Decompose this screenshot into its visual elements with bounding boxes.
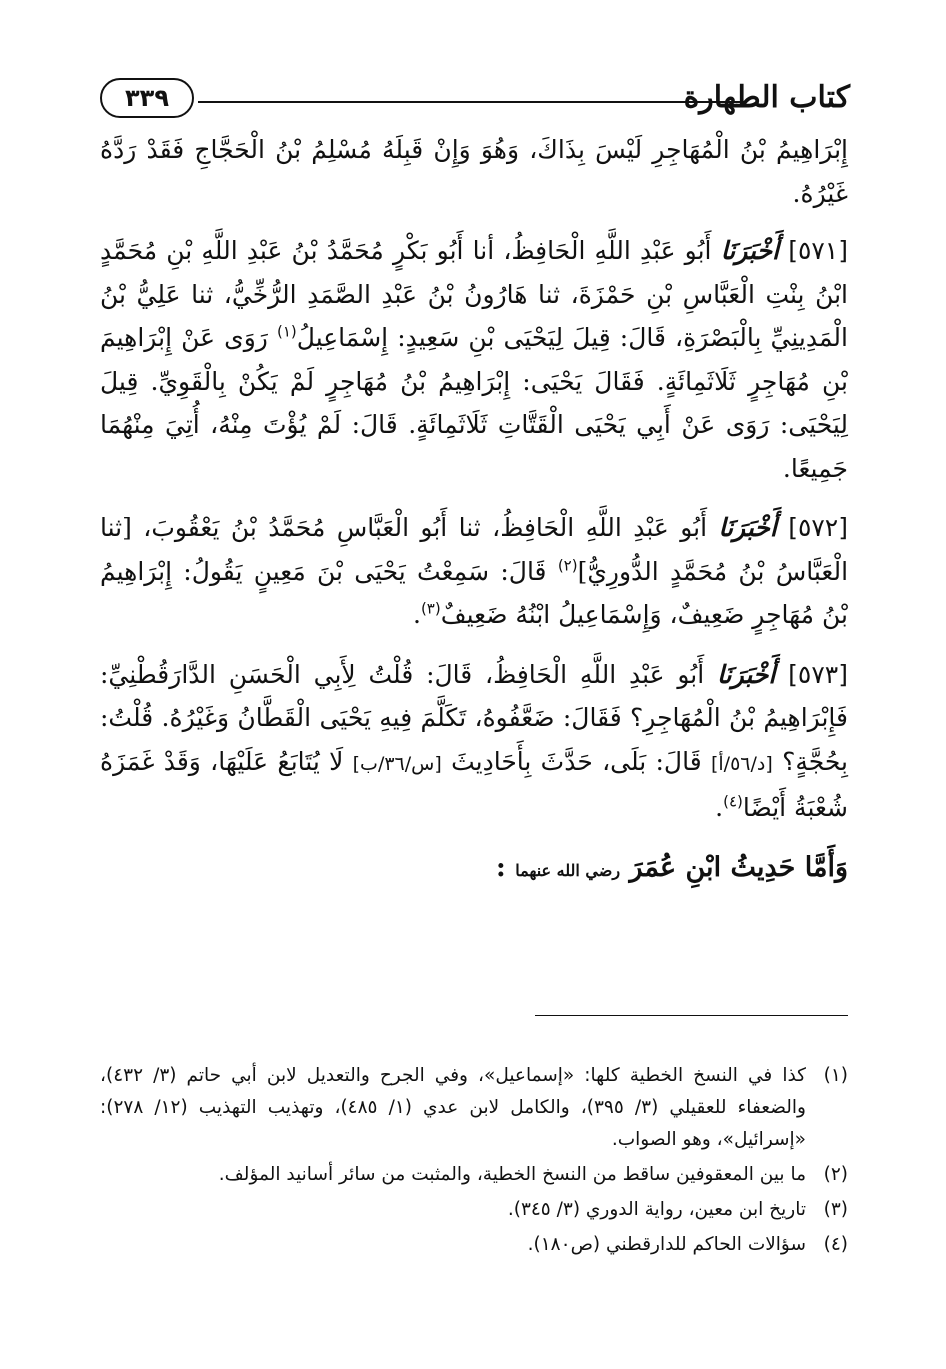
akhbarana-keyword: أَخْبَرَنَا	[718, 513, 777, 542]
footnote-item	[100, 1159, 848, 1191]
hadith-text: لَا يُتَابَعُ عَلَيْهَا، وَقَدْ غَمَزَهُ شُعْبَةُ أَيْضًا	[100, 746, 848, 822]
footnotes	[100, 1060, 848, 1264]
hadith-text: .	[412, 600, 421, 629]
footnote-ref[interactable]: (٤)	[723, 792, 743, 811]
header-rule	[198, 101, 745, 103]
footnote-item	[100, 1060, 848, 1156]
footnote-number: (٣)	[823, 1199, 848, 1220]
section-heading-text: وَأَمَّا حَدِيثُ ابْنِ عُمَرَ	[629, 851, 848, 883]
hadith-text: قَالَ: سَمِعْتُ يَحْيَى بْنَ مَعِينٍ يَقُولُ: إِبْرَاهِيمُ بْنُ مُهَاجِرٍ ضَعِيفٌ، وَإِسْمَاعِيلُ ابْنُهُ ضَعِيفٌ	[100, 556, 848, 629]
footnote-item	[100, 1194, 848, 1226]
hadith-text: قَالَ: بَلَى، حَدَّثَ بِأَحَادِيثَ	[451, 746, 702, 776]
hadith-text: أَبُو عَبْدِ اللَّهِ الْحَافِظُ، أنا أَبُو بَكْرٍ مُحَمَّدُ بْنُ عَبْدِ اللَّهِ بْنِ مُحَمَّدٍ ابْنُ بِنْتِ الْعَبَّاسِ بْنِ حَمْزَةَ، ثنا هَارُونُ بْنُ عَبْدِ الصَّمَدِ الرُّخِّيُّ، ثنا عَلِيُّ بْنُ الْمَدِينِيِّ بِالْبَصْرَةِ، قَالَ: قِيلَ لِيَحْيَى بْنِ سَعِيدٍ: إِسْمَاعِيلُ	[100, 236, 848, 352]
footnote-ref[interactable]: (٢)	[557, 556, 578, 575]
footnote-text: تاريخ ابن معين، رواية الدوري (٣/ ٣٤٥).	[507, 1199, 806, 1220]
manuscript-marker: [س/٣٦/ب]	[352, 752, 442, 775]
hadith-number: [٥٧٢]	[788, 513, 849, 542]
hadith-text: .	[715, 793, 724, 822]
hadith-text: أَبُو عَبْدِ اللَّهِ الْحَافِظُ، قَالَ: قُلْتُ لِأَبِي الْحَسَنِ الدَّارَقُطْنِيِّ: فَإِبْرَاهِيمُ بْنُ الْمُهَاجِرِ؟ فَقَالَ: ضَعَّفُوهُ، تَكَلَّمَ فِيهِ يَحْيَى الْقَطَّانُ وَغَيْرُهُ. قُلْتُ: بِحُجَّةٍ؟	[100, 659, 848, 776]
page-number: ٣٣٩	[100, 78, 194, 118]
hadith-573	[100, 653, 848, 830]
running-title: كتاب الطهارة	[683, 80, 850, 115]
continuation-paragraph: إِبْرَاهِيمُ بْنُ الْمُهَاجِرِ لَيْسَ بِذَاكَ، وَهُوَ وَإِنْ قَبِلَهُ مُسْلِمُ بْنُ الْحَجَّاجِ فَقَدْ رَدَّهُ غَيْرُهُ.	[100, 135, 848, 208]
footnote-text: ما بين المعقوفين ساقط من النسخ الخطية، والمثبت من سائر أسانيد المؤلف.	[218, 1164, 806, 1185]
footnote-number: (٢)	[823, 1164, 848, 1185]
footnote-number: (١)	[823, 1065, 848, 1086]
section-heading-colon: :	[495, 851, 506, 883]
hadith-text: رَوَى عَنْ إِبْرَاهِيمَ بْنِ مُهَاجِرٍ ثَلَاثَمِائَةٍ. فَقَالَ يَحْيَى: إِبْرَاهِيمُ بْنُ مُهَاجِرٍ لَمْ يَكُنْ بِالْقَوِيِّ. قِيلَ لِيَحْيَى: رَوَى عَنْ أَبِي يَحْيَى الْقَتَّاتِ ثَلَاثَمِائَةٍ. قَالَ: لَمْ يُؤْتَ مِنْهُ، أُتِيَ مِنْهُمَا جَمِيعًا.	[100, 323, 848, 483]
hadith-number: [٥٧١]	[788, 236, 849, 265]
page-header	[100, 74, 850, 124]
hadith-text: أَبُو عَبْدِ اللَّهِ الْحَافِظُ، ثنا أَبُو الْعَبَّاسِ مُحَمَّدُ بْنُ يَعْقُوبَ، [ثنا الْعَبَّاسُ بْنُ مُحَمَّدٍ الدُّورِيُّ]	[100, 513, 849, 586]
akhbarana-keyword: أَخْبَرَنَا	[717, 659, 776, 689]
footnote-ref[interactable]: (١)	[276, 322, 297, 341]
manuscript-marker: [د/٥٦/أ]	[710, 752, 773, 775]
footnote-item	[100, 1229, 848, 1261]
footnote-text: كذا في النسخ الخطية كلها: «إسماعيل»، وفي الجرح والتعديل لابن أبي حاتم (٣/ ٤٣٢)، والضعفاء للعقيلي (٣/ ٣٩٥)، والكامل لابن عدي (١/ ٤٨٥)، وتهذيب التهذيب (١٢/ ٢٧٨): «إسرائيل»، وهو الصواب.	[100, 1065, 806, 1150]
honorific-ligature: رضي الله عنهما	[515, 860, 621, 880]
akhbarana-keyword: أَخْبَرَنَا	[720, 236, 780, 265]
section-heading	[100, 846, 848, 893]
footnote-ref[interactable]: (٣)	[420, 599, 441, 618]
footnote-separator	[535, 1015, 848, 1016]
hadith-572	[100, 506, 848, 637]
hadith-571	[100, 229, 848, 490]
main-text	[100, 128, 848, 908]
footnote-number: (٤)	[823, 1234, 848, 1255]
hadith-number: [٥٧٣]	[788, 659, 848, 689]
footnote-text: سؤالات الحاكم للدارقطني (ص١٨٠).	[527, 1234, 806, 1255]
